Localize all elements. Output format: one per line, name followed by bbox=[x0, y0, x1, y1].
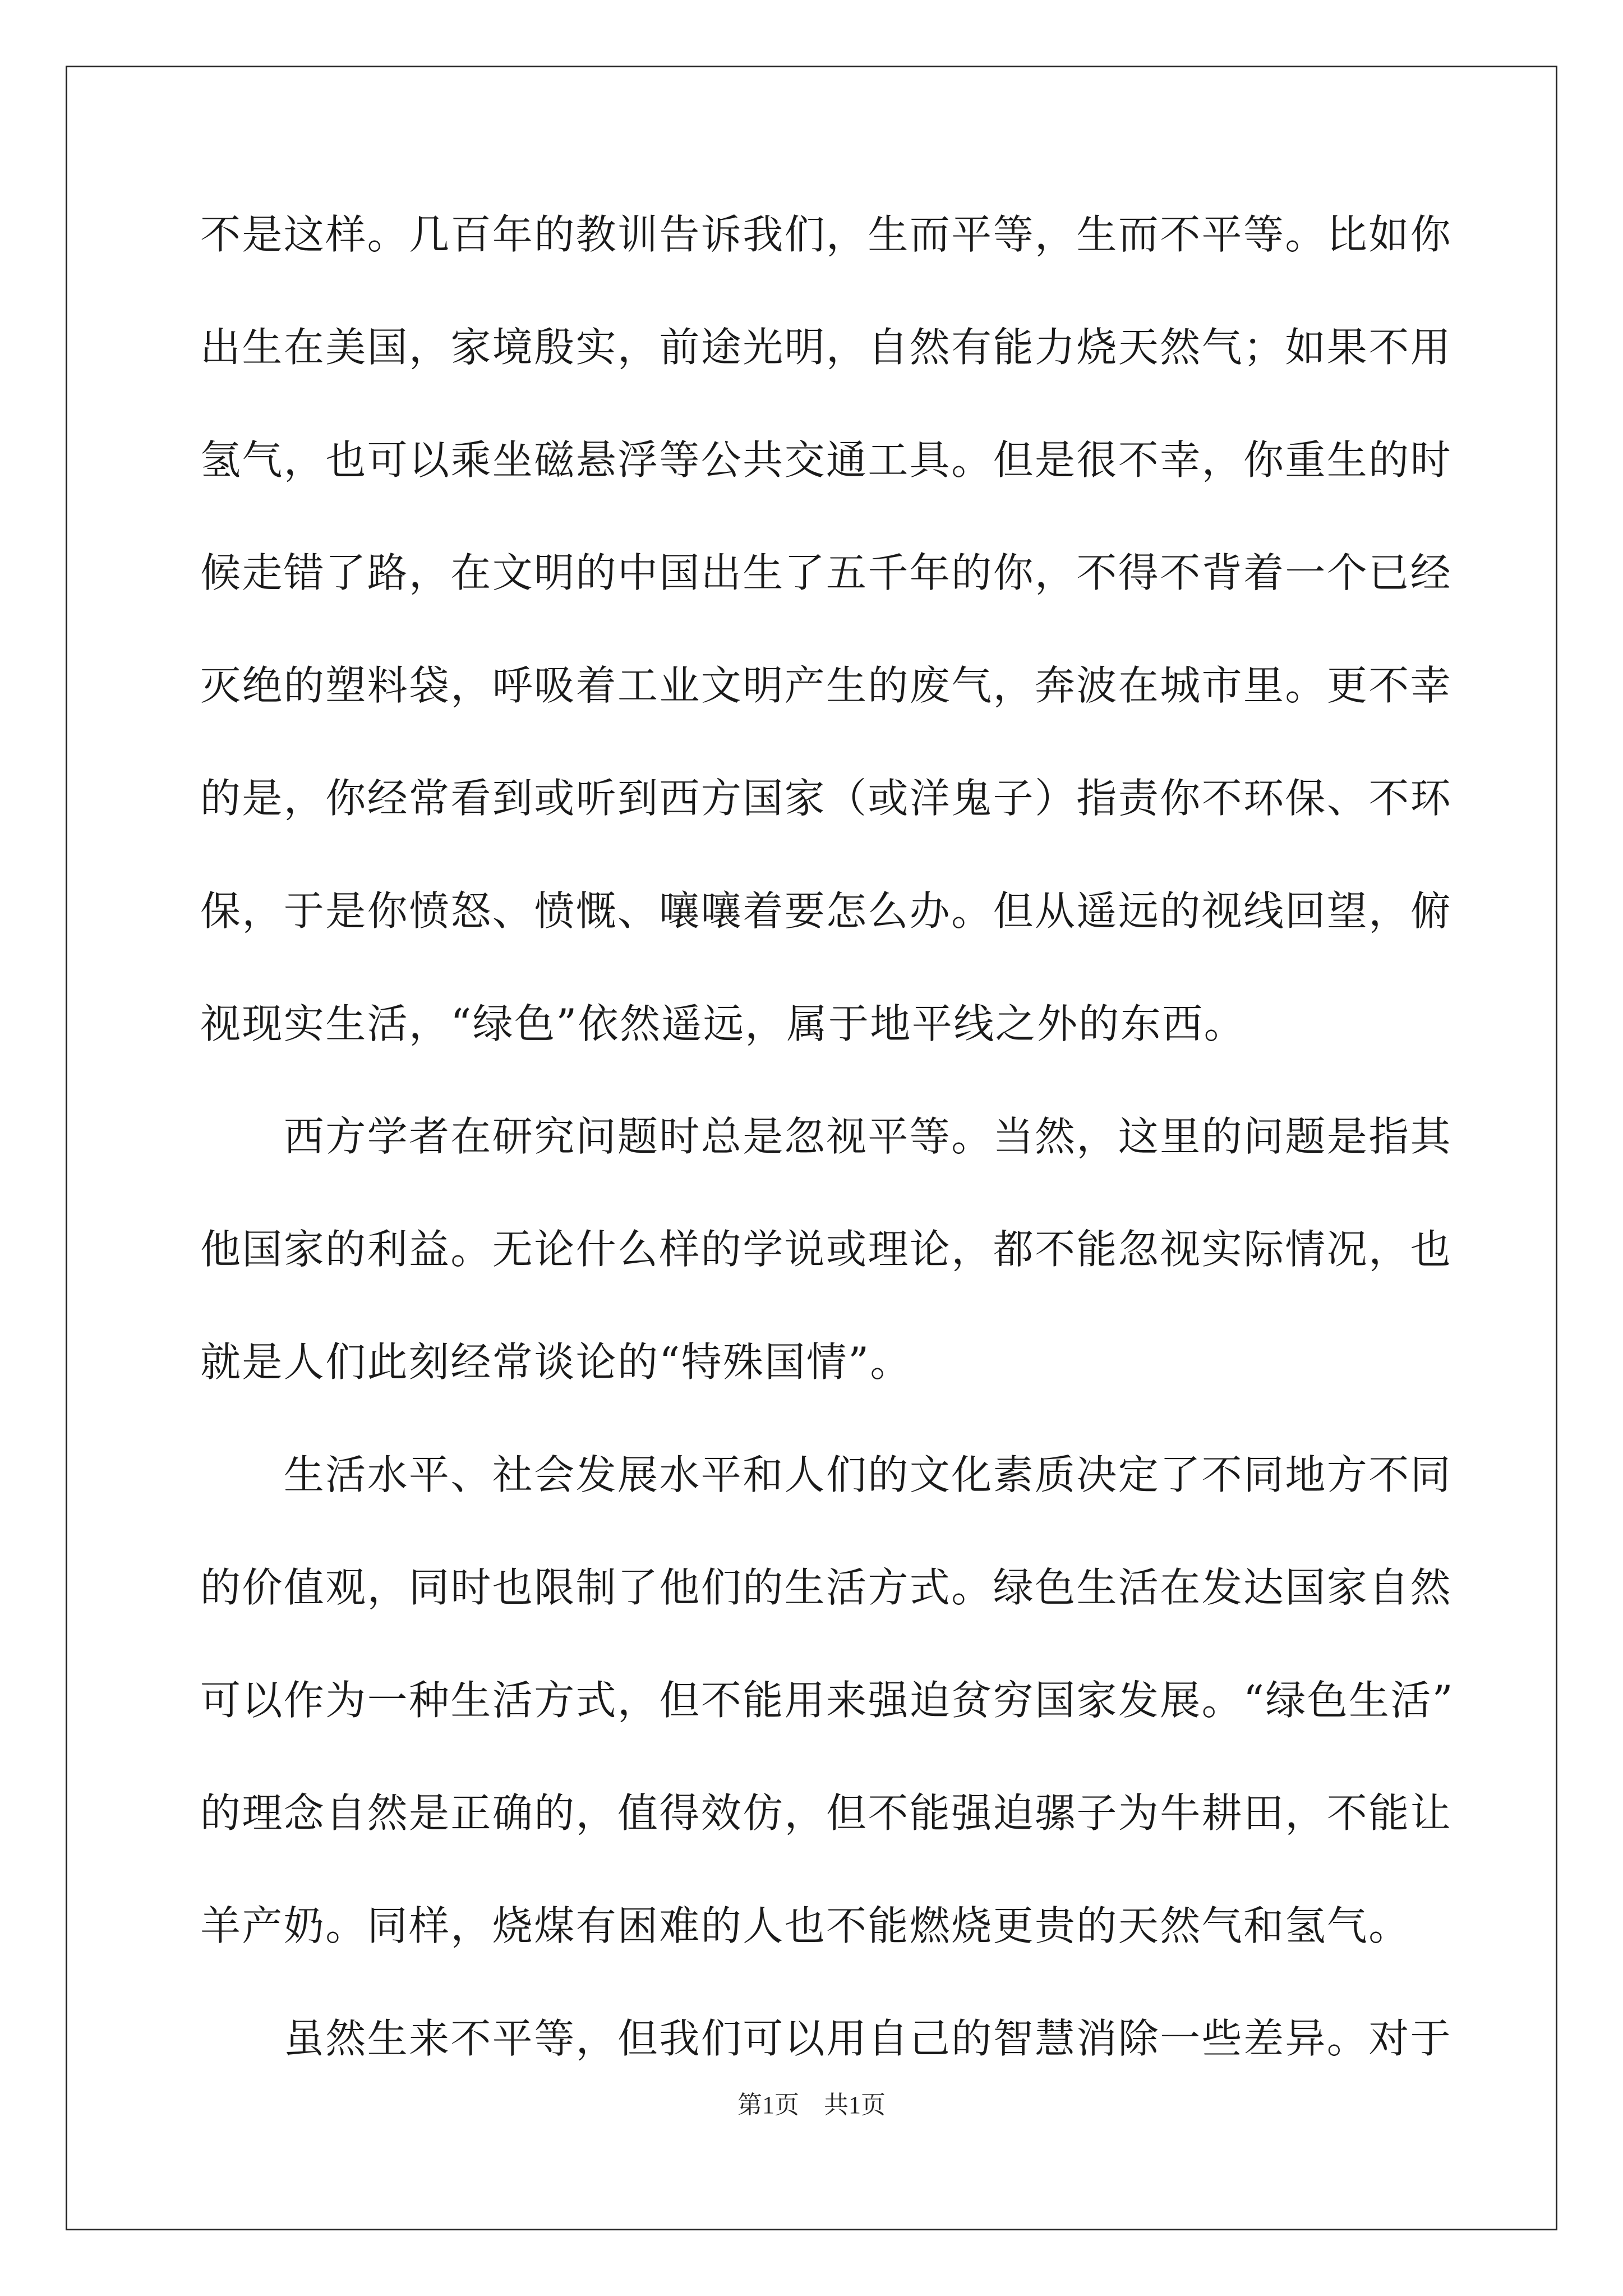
text-line: 他国家的利益。无论什么样的学说或理论，都不能忽视实际情况，也 bbox=[200, 1226, 1453, 1273]
text-line: 视现实生活，“绿色”依然遥远，属于地平线之外的东西。 bbox=[200, 1000, 1246, 1047]
text-line: 生活水平、社会发展水平和人们的文化素质决定了不同地方不同 bbox=[200, 1451, 1453, 1498]
text-line: 氢气，也可以乘坐磁悬浮等公共交通工具。但是很不幸，你重生的时 bbox=[200, 436, 1453, 484]
text-line: 羊产奶。同样，烧煤有困难的人也不能燃烧更贵的天然气和氢气。 bbox=[200, 1902, 1410, 1949]
page-number-footer: 第1页 共1页 bbox=[737, 2091, 886, 2119]
text-line: 候走错了路，在文明的中国出生了五千年的你，不得不背着一个已经 bbox=[200, 549, 1453, 596]
text-line: 灭绝的塑料袋，呼吸着工业文明产生的废气，奔波在城市里。更不幸 bbox=[200, 662, 1453, 709]
text-line: 可以作为一种生活方式，但不能用来强迫贫穷国家发展。“绿色生活” bbox=[200, 1677, 1455, 1724]
text-line: 西方学者在研究问题时总是忽视平等。当然，这里的问题是指其 bbox=[200, 1113, 1453, 1160]
text-line: 虽然生来不平等，但我们可以用自己的智慧消除一些差异。对于 bbox=[200, 2015, 1453, 2062]
text-line: 出生在美国，家境殷实，前途光明，自然有能力烧天然气；如果不用 bbox=[200, 324, 1453, 371]
text-line: 的理念自然是正确的，值得效仿，但不能强迫骡子为牛耕田，不能让 bbox=[200, 1789, 1453, 1837]
text-line: 保，于是你愤怒、愤慨、嚷嚷着要怎么办。但从遥远的视线回望，俯 bbox=[200, 887, 1453, 935]
text-line: 不是这样。几百年的教训告诉我们，生而平等，生而不平等。比如你 bbox=[200, 211, 1453, 258]
text-line: 的是，你经常看到或听到西方国家（或洋鬼子）指责你不环保、不环 bbox=[200, 775, 1453, 822]
text-line: 的价值观，同时也限制了他们的生活方式。绿色生活在发达国家自然 bbox=[200, 1564, 1453, 1611]
text-line: 就是人们此刻经常谈论的“特殊国情”。 bbox=[200, 1338, 912, 1386]
